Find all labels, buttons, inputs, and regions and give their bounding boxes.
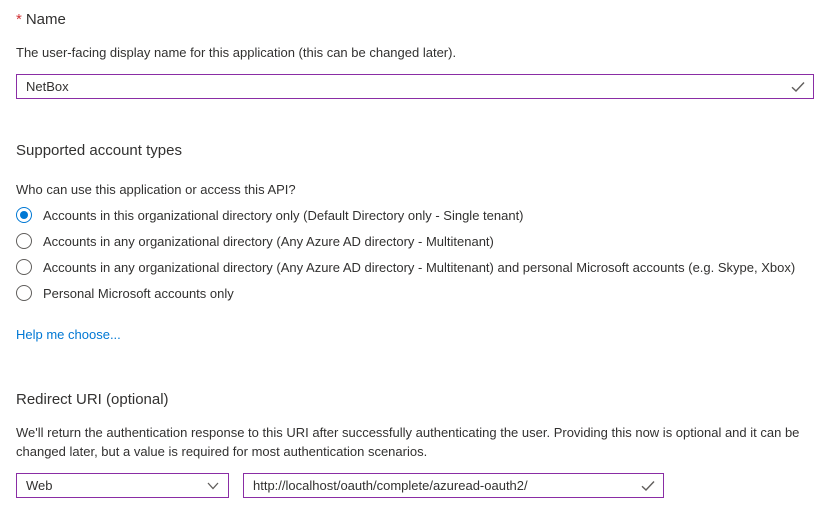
redirect-uri-input-container (243, 473, 664, 498)
name-description: The user-facing display name for this application (this can be changed later). (16, 45, 457, 60)
radio-option-label: Personal Microsoft accounts only (43, 285, 234, 301)
account-types-question: Who can use this application or access this API? (16, 182, 296, 197)
radio-option-personal-only[interactable] (16, 280, 234, 306)
radio-option-label: Accounts in any organizational directory (Any Azure AD directory - Multitenant) and personal Microsoft accounts (e.g. Skype, Xbox) (43, 259, 796, 275)
radio-selected-dot (20, 211, 28, 219)
radio-option-multitenant[interactable] (16, 228, 494, 254)
name-section-title (16, 11, 66, 28)
check-icon (791, 80, 805, 94)
name-section-title-text: Name (25, 11, 66, 28)
radio-button[interactable] (16, 207, 32, 223)
required-asterisk: * (16, 11, 22, 28)
radio-button[interactable] (16, 259, 32, 275)
radio-option-label: Accounts in this organizational directory only (Default Directory only - Single tenant) (43, 207, 524, 223)
radio-option-multitenant-personal[interactable] (16, 254, 795, 280)
radio-option-single-tenant[interactable] (16, 202, 524, 228)
account-types-section-title: Supported account types (16, 142, 182, 159)
radio-button[interactable] (16, 285, 32, 301)
help-me-choose-link[interactable]: Help me choose... (16, 327, 121, 342)
name-input-container (16, 74, 814, 99)
radio-option-label: Accounts in any organizational directory (Any Azure AD directory - Multitenant) (43, 233, 494, 249)
chevron-down-icon (207, 480, 219, 492)
redirect-uri-input[interactable] (244, 478, 641, 493)
redirect-uri-description: We'll return the authentication response to this URI after successfully authenticating the user. Providing this now is optional and it can be changed later, but a value is required for most authentication scenarios. (16, 425, 800, 459)
check-icon (641, 479, 655, 493)
platform-select-value: Web (26, 478, 53, 493)
platform-select[interactable] (16, 473, 229, 498)
redirect-uri-section-title: Redirect URI (optional) (16, 391, 169, 408)
radio-button[interactable] (16, 233, 32, 249)
name-input[interactable] (17, 79, 791, 94)
